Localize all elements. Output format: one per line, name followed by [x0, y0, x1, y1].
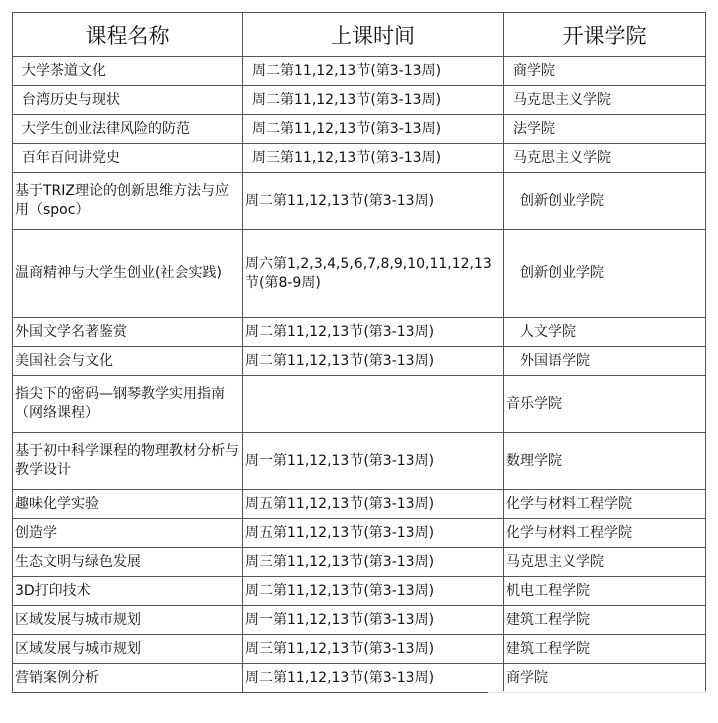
class-time-cell: 周二第11,12,13节(第3-13周) — [243, 86, 504, 115]
class-time-cell: 周三第11,12,13节(第3-13周) — [243, 548, 504, 577]
college-cell: 法学院 — [504, 115, 706, 144]
class-time-cell: 周二第11,12,13节(第3-13周) — [243, 173, 504, 230]
college-cell: 创新创业学院 — [504, 230, 706, 318]
class-time-cell: 周五第11,12,13节(第3-13周) — [243, 490, 504, 519]
class-time-cell: 周二第11,12,13节(第3-13周) — [243, 57, 504, 86]
course-table — [12, 12, 706, 693]
college-cell: 机电工程学院 — [504, 577, 706, 606]
course-name-cell: 美国社会与文化 — [13, 347, 243, 376]
table-row — [13, 57, 706, 86]
class-time-cell: 周二第11,12,13节(第3-13周) — [243, 318, 504, 347]
class-time-cell: 周一第11,12,13节(第3-13周) — [243, 606, 504, 635]
table-row — [13, 318, 706, 347]
course-name-cell: 大学生创业法律风险的防范 — [13, 115, 243, 144]
course-name-cell: 区域发展与城市规划 — [13, 606, 243, 635]
course-name-cell: 百年百问讲党史 — [13, 144, 243, 173]
table-row — [13, 664, 706, 693]
header-college: 开课学院 — [504, 13, 706, 57]
table-row — [13, 635, 706, 664]
college-cell: 马克思主义学院 — [504, 548, 706, 577]
class-time-cell: 周二第11,12,13节(第3-13周) — [243, 115, 504, 144]
table-row — [13, 548, 706, 577]
college-cell: 外国语学院 — [504, 347, 706, 376]
college-cell: 人文学院 — [504, 318, 706, 347]
college-cell: 建筑工程学院 — [504, 635, 706, 664]
class-time-cell: 周二第11,12,13节(第3-13周) — [243, 577, 504, 606]
class-time-cell: 周一第11,12,13节(第3-13周) — [243, 433, 504, 490]
header-row — [13, 13, 706, 57]
course-name-cell: 创造学 — [13, 519, 243, 548]
course-name-cell: 生态文明与绿色发展 — [13, 548, 243, 577]
table-row — [13, 606, 706, 635]
course-name-cell: 大学茶道文化 — [13, 57, 243, 86]
course-name-cell: 基于TRIZ理论的创新思维方法与应用（spoc） — [13, 173, 243, 230]
table-row — [13, 173, 706, 230]
course-name-cell: 温商精神与大学生创业(社会实践) — [13, 230, 243, 318]
course-name-cell: 3D打印技术 — [13, 577, 243, 606]
course-name-cell: 指尖下的密码—钢琴教学实用指南（网络课程） — [13, 376, 243, 433]
table-row — [13, 376, 706, 433]
class-time-cell: 周二第11,12,13节(第3-13周) — [243, 664, 504, 693]
class-time-cell: 周三第11,12,13节(第3-13周) — [243, 635, 504, 664]
table-row — [13, 86, 706, 115]
table-row — [13, 433, 706, 490]
class-time-cell: 周五第11,12,13节(第3-13周) — [243, 519, 504, 548]
college-cell: 马克思主义学院 — [504, 86, 706, 115]
class-time-cell — [243, 376, 504, 433]
college-cell: 商学院 — [504, 57, 706, 86]
class-time-cell: 周二第11,12,13节(第3-13周) — [243, 347, 504, 376]
table-row — [13, 230, 706, 318]
college-cell: 化学与材料工程学院 — [504, 519, 706, 548]
header-class-time: 上课时间 — [243, 13, 504, 57]
header-course-name: 课程名称 — [13, 13, 243, 57]
table-row — [13, 347, 706, 376]
table-row — [13, 144, 706, 173]
table-row — [13, 577, 706, 606]
college-cell: 化学与材料工程学院 — [504, 490, 706, 519]
course-name-cell: 外国文学名著鉴赏 — [13, 318, 243, 347]
course-name-cell: 趣味化学实验 — [13, 490, 243, 519]
course-name-cell: 区域发展与城市规划 — [13, 635, 243, 664]
college-cell: 数理学院 — [504, 433, 706, 490]
table-row — [13, 115, 706, 144]
class-time-cell: 周六第1,2,3,4,5,6,7,8,9,10,11,12,13节(第8-9周) — [243, 230, 504, 318]
table-row — [13, 490, 706, 519]
course-name-cell: 营销案例分析 — [13, 664, 243, 693]
class-time-cell: 周三第11,12,13节(第3-13周) — [243, 144, 504, 173]
course-name-cell: 台湾历史与现状 — [13, 86, 243, 115]
college-cell: 创新创业学院 — [504, 173, 706, 230]
college-cell: 建筑工程学院 — [504, 606, 706, 635]
course-name-cell: 基于初中科学课程的物理教材分析与教学设计 — [13, 433, 243, 490]
college-cell: 商学院 — [504, 664, 706, 693]
college-cell: 马克思主义学院 — [504, 144, 706, 173]
college-cell: 音乐学院 — [504, 376, 706, 433]
table-row — [13, 519, 706, 548]
